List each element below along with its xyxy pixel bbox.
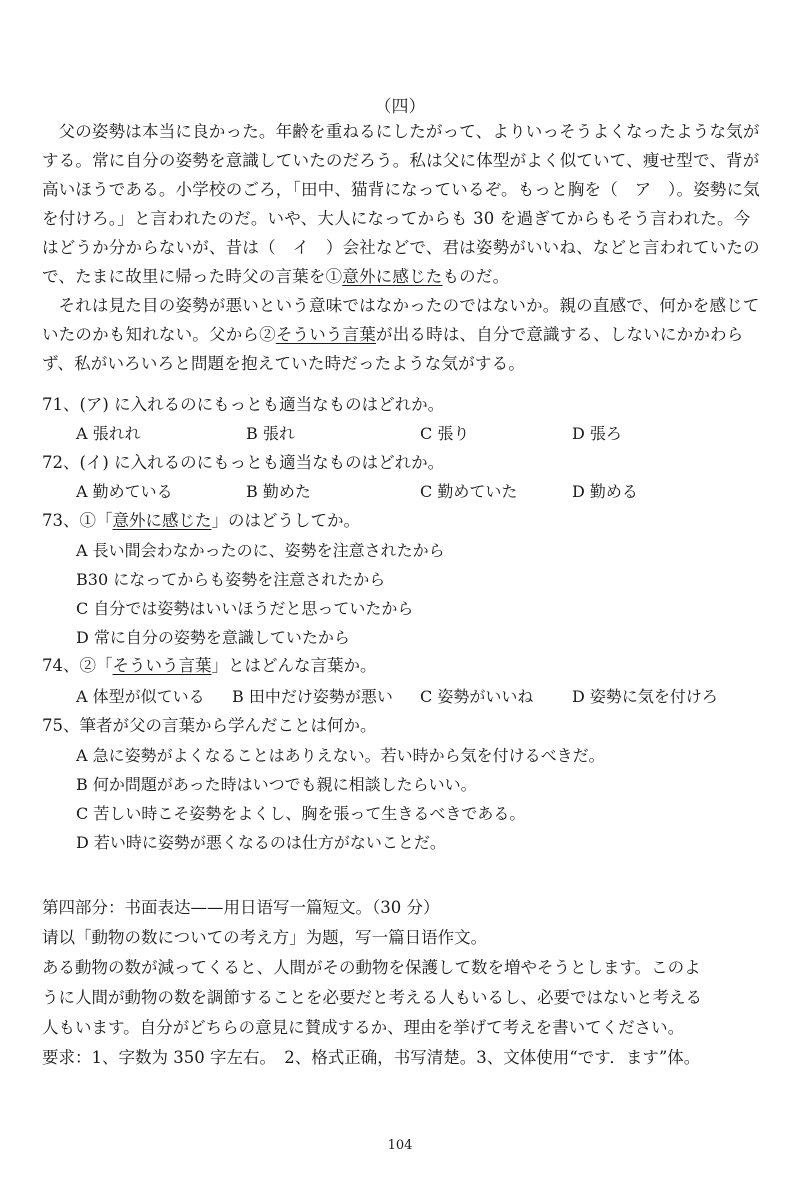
question-text: 」のはどうしてか。 bbox=[211, 511, 360, 530]
option: B 田中だけ姿勢が悪い bbox=[232, 687, 393, 706]
option: A 体型が似ている bbox=[76, 687, 205, 706]
reading-passage bbox=[42, 117, 762, 378]
underlined-phrase: 意外に感じた bbox=[112, 511, 212, 530]
option: A 張れれ bbox=[76, 424, 141, 443]
passage-paragraph-1 bbox=[42, 117, 762, 291]
option: B30 になってからも姿勢を注意されたから bbox=[76, 570, 386, 589]
question-72: 72、(イ) に入れるのにもっとも適当なものはどれか。 bbox=[42, 453, 445, 472]
option: A 急に姿勢がよくなることはありえない。若い時から気を付けるべきだ。 bbox=[76, 746, 605, 765]
passage-paragraph-2 bbox=[42, 291, 762, 378]
option: D 若い時に姿勢が悪くなるのは仕方がないことだ。 bbox=[76, 833, 446, 852]
option: B 何か問題があった時はいつでも親に相談したらいい。 bbox=[76, 775, 477, 794]
underlined-phrase-2: そういう言葉 bbox=[275, 325, 377, 344]
option: D 勤める bbox=[572, 482, 638, 501]
underlined-phrase-1: 意外に感じた bbox=[342, 267, 443, 286]
option: B 張れ bbox=[246, 424, 295, 443]
option: C 勤めていた bbox=[420, 482, 518, 501]
part4-requirements: 要求：1、字数为 350 字左右。 2、格式正确，书写清楚。3、文体使用“です．ます”体。 bbox=[42, 1048, 701, 1067]
option: D 常に自分の姿勢を意識していたから bbox=[76, 628, 350, 647]
part4-prompt: 请以「動物の数についての考え方」为题，写一篇日语作文。 bbox=[42, 928, 488, 947]
option: D 姿勢に気を付けろ bbox=[572, 687, 718, 706]
option: D 張ろ bbox=[572, 424, 622, 443]
question-text: 74、②「 bbox=[42, 656, 113, 675]
option: C 張り bbox=[420, 424, 470, 443]
option: A 長い間会わなかったのに、姿勢を注意されたから bbox=[76, 541, 445, 560]
option: B 勤めた bbox=[246, 482, 311, 501]
page-number: 104 bbox=[387, 1138, 413, 1153]
underlined-phrase: そういう言葉 bbox=[112, 656, 212, 675]
passage-text: それは見た目の姿勢が悪いという意味ではなかったのではないか。親の直感で、何かを感じていたのかも知れない。父から② bbox=[42, 296, 760, 344]
question-75: 75、筆者が父の言葉から学んだことは何か。 bbox=[42, 716, 377, 735]
option: C 自分では姿勢はいいほうだと思っていたから bbox=[76, 599, 414, 618]
section-heading: （四） bbox=[374, 97, 426, 117]
part4-title: 第四部分：书面表达——用日语写一篇短文。（30 分） bbox=[42, 898, 440, 917]
part4-body-line: ある動物の数が減ってくると、人間がその動物を保護して数を増やそうとします。このよ bbox=[42, 958, 701, 977]
question-74 bbox=[42, 651, 377, 680]
passage-text: ものだ。 bbox=[442, 267, 510, 286]
option: C 姿勢がいいね bbox=[420, 687, 534, 706]
question-text: 73、①「 bbox=[42, 511, 113, 530]
part4-body-line: 人もいます。自分がどちらの意見に賛成するか、理由を挙げて考えを書いてください。 bbox=[42, 1018, 685, 1037]
question-73 bbox=[42, 506, 360, 535]
part4-body-line: うに人間が動物の数を調節することを必要だと考える人もいるし、必要ではないと考える bbox=[42, 988, 702, 1007]
option: C 苦しい時こそ姿勢をよくし、胸を張って生きるべきである。 bbox=[76, 804, 526, 823]
question-text: 」とはどんな言葉か。 bbox=[211, 656, 377, 675]
question-71: 71、(ア) に入れるのにもっとも適当なものはどれか。 bbox=[42, 395, 445, 414]
passage-text: 父の姿勢は本当に良かった。年齢を重ねるにしたがって、よりいっそうよくなったような気がする。常に自分の姿勢を意識していたのだろう。私は父に体型がよく似ていて、痩せ型で、背が高いほうである。小学校のごろ，「田中、猫背になっているぞ。もっと胸を（ ア ）。姿勢に気を付けろ。」と言われたのだ。いや、大人になってからも 30 を過ぎてからもそう言われた。今はどうか分からないが、昔は（ イ ）会社などで、君は姿勢がいいね、などと言われていたので、たまに故里に帰った時父の言葉を① bbox=[42, 122, 760, 286]
passage-text: が出る時は、自分で意識する、しないにかかわらず、私がいろいろと問題を抱えていた時だったような気がする。 bbox=[42, 325, 744, 373]
option: A 勤めている bbox=[76, 482, 173, 501]
